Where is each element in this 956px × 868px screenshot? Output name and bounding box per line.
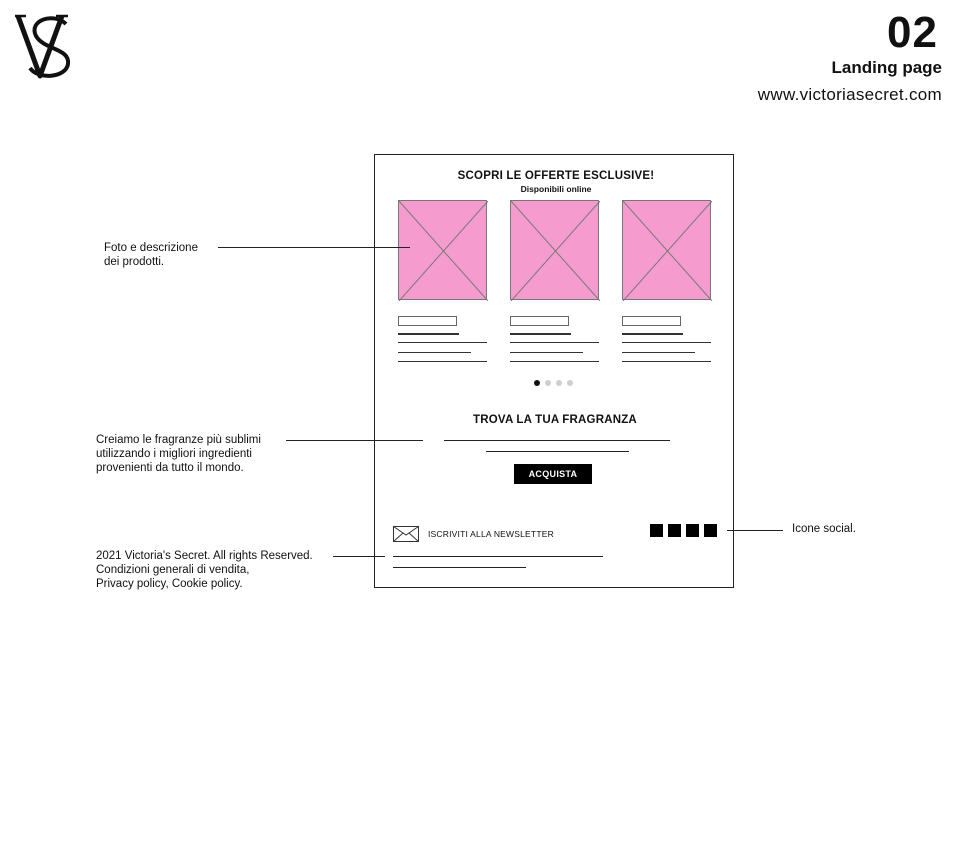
annotation-line: dei prodotti.: [104, 256, 165, 268]
carousel-dot[interactable]: [545, 380, 551, 386]
site-url: www.victoriasecret.com: [757, 85, 942, 104]
offer-subtitle: Disponibili online: [520, 184, 592, 194]
annotation-line: 2021 Victoria's Secret. All rights Reserved.: [96, 550, 313, 562]
carousel-dot[interactable]: [567, 380, 573, 386]
page-type-label: Landing page: [831, 58, 942, 77]
envelope-icon[interactable]: [393, 526, 419, 542]
product-name-line: [510, 333, 571, 335]
product-text-line: [398, 342, 487, 343]
annotation-social: Icone social.: [792, 523, 856, 535]
fragrance-text-line: [486, 451, 629, 452]
product-image-placeholder[interactable]: [622, 200, 711, 300]
product-text-line: [622, 342, 711, 343]
annotation-footer: [96, 549, 313, 591]
social-icon[interactable]: [704, 524, 717, 537]
social-icon[interactable]: [686, 524, 699, 537]
product-text-line: [510, 342, 599, 343]
vs-monogram-logo: [14, 10, 78, 82]
newsletter-link[interactable]: ISCRIVITI ALLA NEWSLETTER: [428, 529, 554, 539]
social-icon[interactable]: [668, 524, 681, 537]
product-button-placeholder[interactable]: [398, 316, 457, 326]
social-icon[interactable]: [650, 524, 663, 537]
fragrance-title: TROVA LA TUA FRAGRANZA: [473, 414, 637, 426]
annotation-line: Foto e descrizione: [104, 242, 198, 254]
buy-button[interactable]: ACQUISTA: [514, 464, 592, 484]
connector-line: [333, 556, 385, 557]
product-card[interactable]: [622, 200, 711, 364]
product-text-line: [398, 361, 487, 362]
connector-line: [727, 530, 783, 531]
fragrance-text-line: [444, 440, 670, 441]
offer-title: SCOPRI LE OFFERTE ESCLUSIVE!: [457, 170, 655, 182]
product-image-placeholder[interactable]: [510, 200, 599, 300]
product-text-line: [510, 361, 599, 362]
carousel-dots[interactable]: [534, 380, 578, 386]
product-name-line: [398, 333, 459, 335]
annotation-line: provenienti da tutto il mondo.: [96, 462, 244, 474]
product-card[interactable]: [398, 200, 487, 364]
product-text-line: [398, 352, 471, 353]
carousel-dot[interactable]: [556, 380, 562, 386]
product-text-line: [622, 352, 695, 353]
carousel-dot-active[interactable]: [534, 380, 540, 386]
connector-line: [286, 440, 423, 441]
annotation-fragrance: [96, 433, 261, 475]
annotation-line: Creiamo le fragranze più sublimi: [96, 434, 261, 446]
product-card[interactable]: [510, 200, 599, 364]
product-text-line: [622, 361, 711, 362]
footer-text-line: [393, 556, 603, 557]
annotation-products: [104, 241, 198, 269]
product-button-placeholder[interactable]: [622, 316, 681, 326]
product-image-placeholder[interactable]: [398, 200, 487, 300]
annotation-line: Condizioni generali di vendita,: [96, 564, 250, 576]
annotation-line: Privacy policy, Cookie policy.: [96, 578, 243, 590]
product-button-placeholder[interactable]: [510, 316, 569, 326]
footer-text-line: [393, 567, 526, 568]
connector-line: [218, 247, 410, 248]
product-name-line: [622, 333, 683, 335]
page-number: 02: [887, 8, 938, 57]
annotation-line: utilizzando i migliori ingredienti: [96, 448, 252, 460]
product-text-line: [510, 352, 583, 353]
